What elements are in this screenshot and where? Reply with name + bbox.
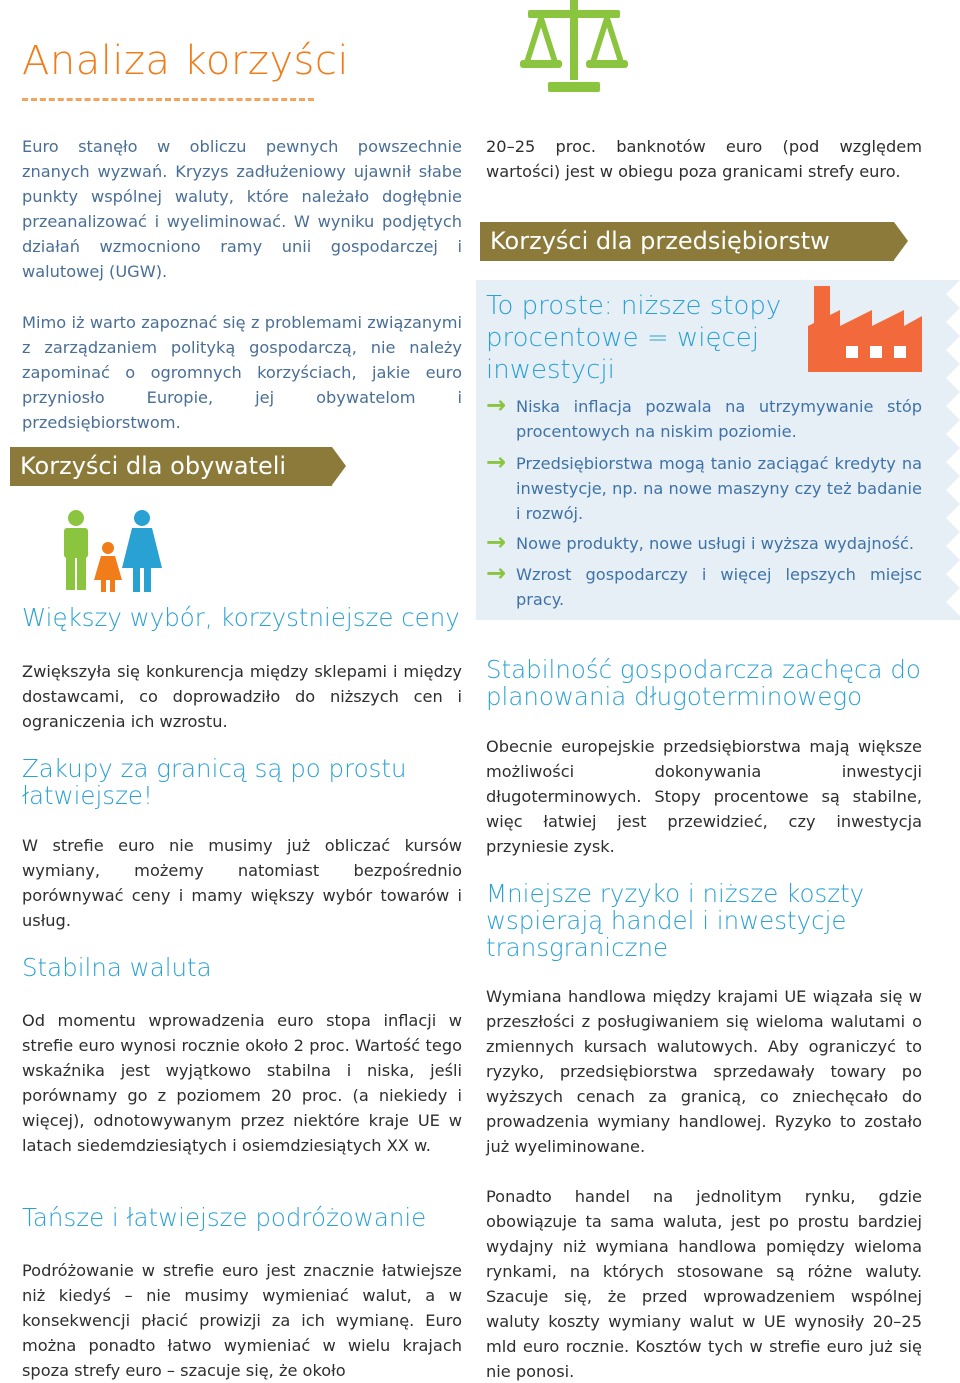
list-item: → Wzrost gospodarczy i więcej lepszych miejsc pracy. [486, 559, 922, 609]
arrow-right-icon: → [486, 559, 507, 587]
heading-shopping: Zakupy za granicą są po prostu łatwiejsze! [22, 754, 407, 810]
heading-travel: Tańsze i łatwiejsze podróżowanie [22, 1203, 427, 1232]
family-icon [60, 510, 164, 594]
business-headline: To proste: niższe stopy procentowe = więcej inwestycji [486, 291, 782, 385]
intro-paragraph-1: Euro stanęło w obliczu pewnych powszechnie znanych wyzwań. Kryzys zadłużeniowy ujawnił słabe punkty wspólnej waluty, które należało dogłębnie przeanalizować i wyeliminować. W wyniku podjętych działań wzmocniono ramy unii gospodarczej i walutowej (UGW). [22, 137, 462, 281]
heading-choice: Większy wybór, korzystniejsze ceny [22, 603, 460, 632]
scales-icon [518, 0, 630, 98]
list-item: → Nowe produkty, nowe usługi i wyższa wydajność. [486, 528, 915, 556]
paragraph-shopping: W strefie euro nie musimy już obliczać kursów wymiany, możemy natomiast bezpośrednio porównywać ceny i mamy większy wybór towarów i usług. [22, 836, 462, 930]
arrow-right-icon: → [486, 528, 507, 556]
intro-paragraph-2: Mimo iż warto zapoznać się z problemami związanymi z zarządzaniem polityką gospodarczą, nie należy zapominać o ogromnych korzyściach, jakie euro przyniosło Europie, jej obywatelom i przedsiębiorstwom. [22, 313, 462, 432]
heading-planning: Stabilność gospodarcza zachęca do planowania długoterminowego [486, 655, 921, 711]
list-item: → Przedsiębiorstwa mogą tanio zaciągać kredyty na inwestycje, np. na nowe maszyny czy też badanie i rozwój. [486, 448, 922, 523]
list-item: → Niska inflacja pozwala na utrzymywanie stóp procentowych na niskim poziomie. [486, 391, 922, 441]
arrow-right-icon: → [486, 448, 507, 476]
page-title: Analiza korzyści [22, 38, 349, 84]
paragraph-travel: Podróżowanie w strefie euro jest znacznie łatwiejsze niż kiedyś – nie musimy wymieniać walut, a w konsekwencji płacić prowizji za ich wymianę. Euro można ponadto łatwo wymieniać w wielu krajach spoza strefy euro – szacuje się, że około [22, 1261, 462, 1380]
title-underline [22, 98, 314, 101]
paragraph-risk-2: Ponadto handel na jednolitym rynku, gdzie obowiązuje ta sama waluta, jest po prostu bardziej wydajny niż wymiana handlowa pomiędzy wieloma rynkami, na których stosowane są różne waluty. Szacuje się, że przed wprowadzeniem wspólnej waluty koszty wymiany walut w UE wynosiły 20–25 mld euro rocznie. Kosztów tych w strefie euro już się nie ponosi. [486, 1187, 922, 1381]
factory-icon [808, 286, 922, 372]
heading-risk: Mniejsze ryzyko i niższe koszty wspierają handel i inwestycje transgraniczne [486, 879, 865, 962]
panel-zigzag-edge [928, 280, 960, 620]
arrow-right-icon: → [486, 391, 507, 419]
citizens-band-tail [332, 447, 346, 485]
paragraph-choice: Zwiększyła się konkurencja między sklepami i między dostawcami, co doprowadziło do niższych cen i ograniczenia ich wzrostu. [22, 662, 462, 731]
paragraph-planning: Obecnie europejskie przedsiębiorstwa mają większe możliwości dokonywania inwestycji długoterminowych. Stopy procentowe są stabilne, więc łatwiej jest przewidzieć, czy inwestycja przyniesie zysk. [486, 737, 922, 856]
heading-stable-currency: Stabilna waluta [22, 953, 212, 982]
paragraph-stable-currency: Od momentu wprowadzenia euro stopa inflacji w strefie euro wynosi rocznie około 2 proc. Wartość tego wskaźnika jest wyjątkowo stabilna i niska, jeśli porównamy go z poziomem 20 proc. (a niekiedy i więcej), odnotowywanym przez niektóre kraje UE w latach siedemdziesiątych i osiemdziesiątych XX w. [22, 1011, 462, 1155]
paragraph-banknotes: 20–25 proc. banknotów euro (pod względem wartości) jest w obiegu poza granicami strefy euro. [486, 137, 922, 181]
business-band-tail [894, 222, 908, 260]
business-band: Korzyści dla przedsiębiorstw [480, 222, 894, 261]
paragraph-risk-1: Wymiana handlowa między krajami UE wiązała się w przeszłości z posługiwaniem się wieloma walutami o zmiennych kursach walutowych. Aby ograniczyć to ryzyko, przedsiębiorstwa sprzedawały towary po wyższych cenach za granicą, co zniechęcało do prowadzenia wymiany handlowej. Ryzyko to zostało już wyeliminowane. [486, 987, 922, 1156]
citizens-band: Korzyści dla obywateli [10, 447, 332, 486]
